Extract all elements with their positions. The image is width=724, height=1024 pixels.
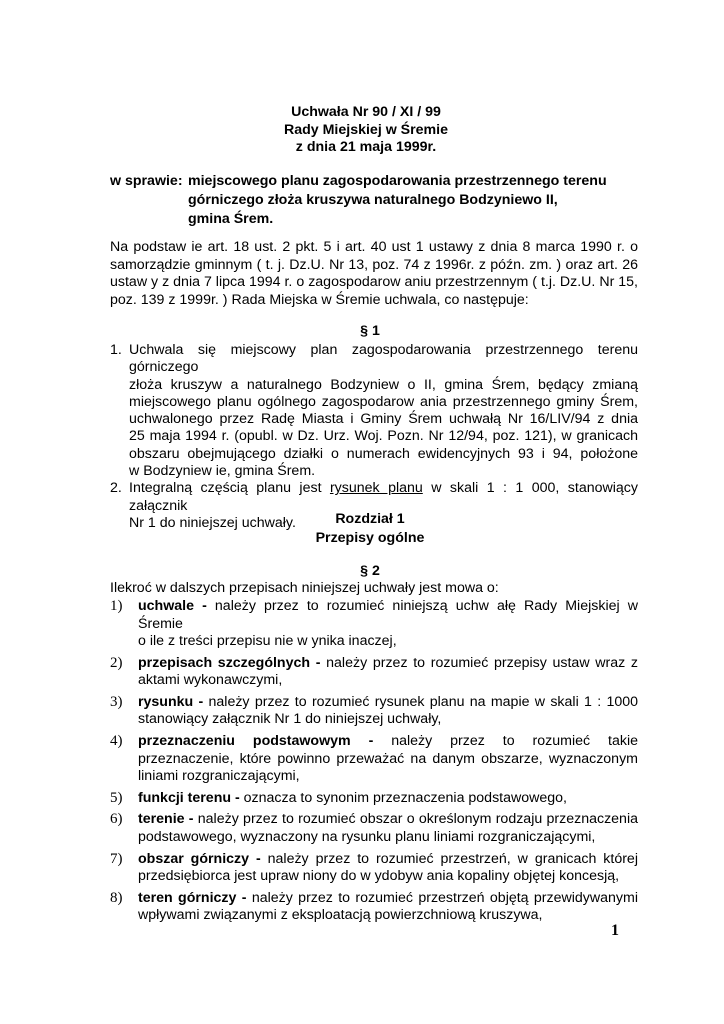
definition-line: liniami rozgraniczającymi, (138, 768, 300, 785)
definition-number: 1) (110, 598, 123, 614)
definition-number: 7) (110, 850, 123, 867)
item-line: w Bodzyniew ie, gmina Śrem. (129, 463, 316, 480)
definition-line: obszar górniczy - należy przez to rozumieć przestrzeń, w granicach której (138, 850, 638, 867)
subject-line: górniczego złoża kruszywa naturalnego Bodzyniewo II, (188, 192, 558, 208)
drawing-reference-link: rysunek planu (329, 480, 423, 497)
resolution-number: Uchwała Nr 90 / XI / 99 (291, 104, 441, 120)
resolution-header (0, 104, 724, 157)
definition-term: terenie - (138, 811, 194, 828)
definition-term: teren górniczy - (138, 889, 247, 906)
definition-item (110, 890, 638, 925)
definition-item (110, 851, 638, 886)
definition-line: przedsiębiorca jest upraw niony do w ydobyw ania kopaliny objętej koncesją, (138, 868, 620, 885)
resolution-subject (110, 172, 670, 229)
resolution-date: z dnia 21 maja 1999r. (295, 139, 437, 155)
definition-item (110, 790, 638, 808)
definition-number: 6) (110, 811, 123, 828)
preamble-line: ustaw y z dnia 7 lipca 1994 r. o zagospodarow aniu przestrzennym ( t.j. Dz.U. Nr 15, (110, 274, 638, 290)
definition-item (110, 694, 638, 729)
definition-line: uchwale - należy przez to rozumieć niniejszą uchw ałę Rady Miejskiej w Śremie (138, 598, 638, 632)
preamble-line: Na podstaw ie art. 18 ust. 2 pkt. 5 i art. 40 ust 1 ustawy z dnia 8 marca 1990 r. o (110, 239, 638, 255)
definition-item (110, 655, 638, 690)
definition-line: przeznaczeniu podstawowym - należy przez to rozumieć takie (138, 733, 638, 750)
definition-term: przeznaczeniu podstawowym - (138, 733, 374, 750)
definition-term: funkcji terenu - (138, 789, 240, 806)
item-line: obszaru obejmującego działki o numerach ewidencyjnych 93 i 94, położone (129, 445, 638, 462)
definition-number: 8) (110, 889, 123, 906)
preamble-line: samorządzie gminnym ( t. j. Dz.U. Nr 13, poz. 74 z 1996r. z późn. zm. ) oraz art. 26 (110, 256, 638, 273)
section-1-title: § 1 (360, 323, 380, 339)
item-line: miejscowego planu ogólnego zagospodarow ania przestrzennego gminy Śrem, (129, 393, 638, 410)
definition-line: wpływami związanymi z eksploatacją powierzchniową kruszywa, (138, 907, 543, 924)
subject-line: miejscowego planu zagospodarowania przestrzennego terenu (188, 173, 607, 189)
definition-number: 3) (110, 693, 123, 710)
definition-line: stanowiący załącznik Nr 1 do niniejszej uchwały, (138, 711, 442, 728)
definition-term: rysunku - (138, 693, 204, 710)
definition-number: 4) (110, 733, 123, 750)
definition-number: 5) (110, 789, 123, 806)
page-number: 1 (611, 922, 619, 939)
item-number: 1. (110, 342, 122, 358)
preamble (110, 239, 638, 309)
definition-line: o ile z treści przepisu nie w ynika inaczej, (138, 633, 397, 649)
definition-line: teren górniczy - należy przez to rozumieć przestrzeń objętą przewidywanymi (138, 889, 638, 906)
definition-line: terenie - należy przez to rozumieć obszar o określonym rodzaju przeznaczenia (138, 811, 638, 828)
chapter-title: Rozdział 1 (335, 511, 405, 527)
item-number: 2. (110, 480, 122, 497)
item-line: uchwalonego przez Radę Miasta i Gminy Śrem uchwałą Nr 16/LIV/94 z dnia (129, 411, 638, 428)
item-line: Nr 1 do niniejszej uchwały. (129, 514, 296, 531)
section-1-list (110, 342, 638, 532)
definition-term: przepisach szczególnych - (138, 654, 321, 671)
definition-term: uchwale - (138, 598, 207, 614)
item-line: Integralną częścią planu jest rysunek planu w skali 1 : 1 000, stanowiący załącznik (129, 480, 638, 514)
preamble-line: poz. 139 z 1999r. ) Rada Miejska w Śremie uchwala, co następuje: (110, 291, 529, 308)
chapter-subtitle: Przepisy ogólne (315, 530, 425, 546)
definition-item (110, 733, 638, 786)
item-line: 25 maja 1994 r. (opubl. w Dz. Urz. Woj. Pozn. Nr 12/94, poz. 121), w granicach (129, 428, 638, 445)
definition-item (110, 598, 638, 651)
definition-line: aktami wykonawczymi, (138, 672, 283, 689)
list-item (110, 342, 638, 480)
subject-label: w sprawie: (110, 173, 183, 189)
section-2-title: § 2 (360, 563, 380, 579)
item-line: złoża kruszyw a naturalnego Bodzyniew o II, gmina Śrem, będący zmianą (129, 376, 638, 393)
council-name: Rady Miejskiej w Śremie (283, 121, 449, 138)
definitions-list (110, 598, 638, 929)
subject-line: gmina Śrem. (188, 211, 274, 227)
item-line: Uchwala się miejscowy plan zagospodarowania przestrzennego terenu górniczego (129, 342, 638, 376)
definition-term: obszar górniczy - (138, 850, 261, 867)
section-2-intro: Ilekroć w dalszych przepisach niniejszej uchwały jest mowa o: (110, 580, 499, 596)
definition-line: funkcji terenu - oznacza to synonim przeznaczenia podstawowego, (138, 789, 567, 806)
definition-line: przeznaczenie, które powinno przeważać na danym obszarze, wyznaczonym (138, 750, 638, 767)
definition-line: przepisach szczególnych - należy przez to rozumieć przepisy ustaw wraz z (138, 654, 638, 671)
definition-item (110, 811, 638, 846)
definition-line: rysunku - należy przez to rozumieć rysunek planu na mapie w skali 1 : 1000 (138, 693, 638, 710)
definition-line: podstawowego, wyznaczony na rysunku planu liniami rozgraniczającymi, (138, 828, 596, 845)
definition-number: 2) (110, 654, 123, 671)
